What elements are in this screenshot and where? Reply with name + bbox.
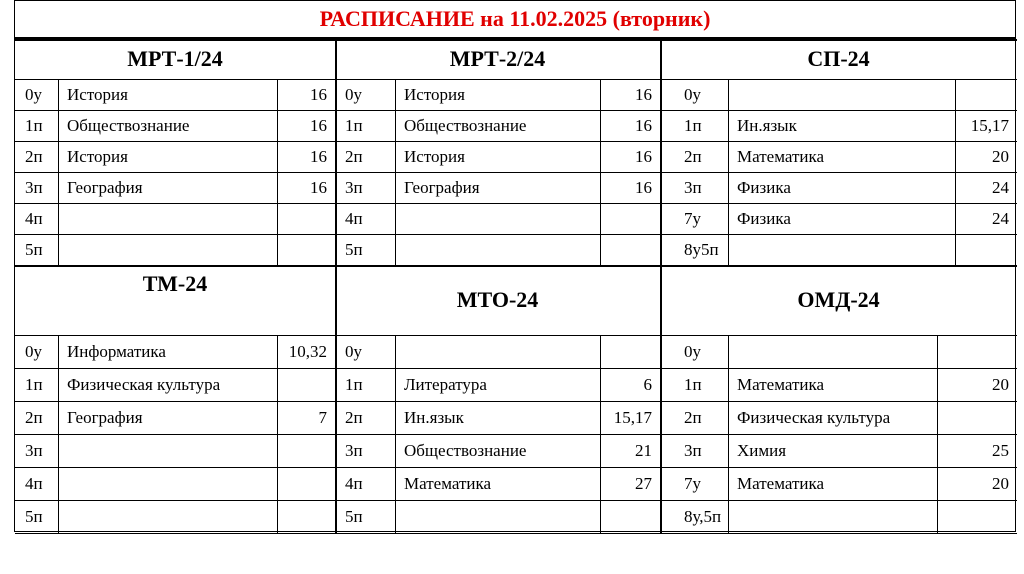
subject-name: География [404,178,480,197]
pair-number: 1п [684,375,702,394]
grid-line [600,434,601,467]
grid-line [335,141,660,142]
grid-line [600,79,601,110]
grid-line [728,434,729,467]
grid-line [277,368,278,401]
subject-name: Математика [404,474,492,493]
grid-line [335,39,337,265]
subject-name: Физика [737,178,791,197]
grid-line [660,234,1017,235]
subject-name: Ин.язык [737,116,797,135]
pair-number: 2п [345,147,363,166]
room-number [937,401,1017,434]
grid-line [335,110,660,111]
grid-line [58,335,59,368]
pair-number: 3п [345,178,363,197]
grid-line [395,401,396,434]
pair-number: 4п [25,474,43,493]
room-number [600,335,660,368]
pair-number: 1п [25,116,43,135]
room-number [955,234,1017,265]
grid-line [58,434,59,467]
room-number: 27 [635,474,652,493]
grid-line [600,368,601,401]
grid-line [277,434,278,467]
pair-number: 0у [684,342,701,361]
grid-line [58,368,59,401]
subject-name [58,234,277,265]
grid-line [660,401,1017,402]
grid-line [335,79,660,80]
grid-line [728,172,729,203]
grid-line [955,234,956,265]
grid-line [937,401,938,434]
room-number: 16 [635,85,652,104]
pair-number: 0у [684,85,701,104]
grid-line [955,110,956,141]
pair-number: 3п [684,441,702,460]
pair-number: 5п [25,240,43,259]
subject-name: Информатика [67,342,166,361]
pair-number: 0у [345,85,362,104]
pair-number: 2п [345,408,363,427]
grid-line [15,401,335,402]
subject-name: География [67,178,143,197]
room-number [955,79,1017,110]
grid-line [277,467,278,500]
room-number: 20 [992,375,1009,394]
grid-line [335,335,660,336]
grid-line [277,500,278,533]
grid-line [15,110,335,111]
pair-number: 4п [345,209,363,228]
grid-line [15,79,335,80]
grid-line [335,533,660,534]
grid-line [15,265,1017,267]
pair-number: 7у [684,209,701,228]
pair-number: 2п [25,408,43,427]
grid-line [728,401,729,434]
group-header: МРТ-2/24 [449,46,546,71]
grid-line [600,203,601,234]
grid-line [660,265,662,533]
subject-name: Ин.язык [404,408,464,427]
pair-number: 3п [25,441,43,460]
pair-number: 3п [345,441,363,460]
pair-number: 0у [25,342,42,361]
subject-name: География [67,408,143,427]
grid-line [728,141,729,172]
grid-line [15,203,335,204]
room-number: 25 [992,441,1009,460]
pair-number: 5п [345,507,363,526]
grid-line [335,368,660,369]
room-number: 16 [635,178,652,197]
subject-name [728,335,937,368]
pair-number: 1п [345,116,363,135]
subject-name: Математика [737,375,825,394]
pair-number: 1п [345,375,363,394]
grid-line [660,500,1017,501]
room-number [600,234,660,265]
grid-line [15,141,335,142]
room-number: 21 [635,441,652,460]
subject-name [58,203,277,234]
grid-line [955,172,956,203]
subject-name: Физическая культура [737,408,891,427]
pair-number: 2п [25,147,43,166]
subject-name [395,203,600,234]
pair-number: 1п [684,116,702,135]
schedule-title: РАСПИСАНИЕ на 11.02.2025 (вторник) [15,1,1015,39]
grid-line [937,434,938,467]
grid-line [660,203,1017,204]
subject-name [728,234,955,265]
subject-name: Физическая культура [67,375,221,394]
pair-number: 3п [684,178,702,197]
grid-line [277,172,278,203]
room-number [277,467,335,500]
room-number [277,368,335,401]
grid-line [395,203,396,234]
subject-name [58,467,277,500]
grid-line [728,234,729,265]
grid-line [335,500,660,501]
grid-line [395,79,396,110]
pair-number: 1п [25,375,43,394]
grid-line [335,203,660,204]
grid-line [58,234,59,265]
group-header: МРТ-1/24 [127,46,223,71]
grid-line [937,467,938,500]
grid-line [660,335,1017,336]
grid-line [15,172,335,173]
grid-line [395,172,396,203]
grid-line [600,335,601,368]
subject-name: Обществознание [404,441,527,460]
pair-number: 8у5п [684,240,719,259]
grid-line [277,79,278,110]
grid-line [600,141,601,172]
grid-line [600,172,601,203]
grid-line [937,368,938,401]
subject-name: История [67,147,128,166]
room-number [600,203,660,234]
pair-number: 0у [345,342,362,361]
subject-name: Литература [404,375,487,394]
grid-line [955,79,956,110]
grid-line [600,401,601,434]
grid-line [277,335,278,368]
grid-line [15,500,335,501]
grid-line [15,335,335,336]
group-header: ТМ-24 [142,271,208,296]
grid-line [395,141,396,172]
room-number [277,434,335,467]
grid-line [15,533,335,534]
room-number: 20 [992,147,1009,166]
room-number: 16 [310,178,327,197]
subject-name [395,335,600,368]
room-number: 16 [310,116,327,135]
group-header: СП-24 [807,46,870,71]
grid-line [58,172,59,203]
room-number: 16 [310,147,327,166]
room-number [277,500,335,533]
room-number: 24 [992,209,1009,228]
grid-line [335,434,660,435]
grid-line [660,533,1017,534]
grid-line [728,203,729,234]
pair-number: 3п [25,178,43,197]
grid-line [660,172,1017,173]
pair-number: 4п [25,209,43,228]
grid-line [15,467,335,468]
grid-line [58,401,59,434]
group-header: МТО-24 [456,287,539,312]
pair-number: 2п [684,147,702,166]
grid-line [15,434,335,435]
grid-line [955,203,956,234]
grid-line [15,234,335,235]
grid-line [660,141,1017,142]
grid-line [277,234,278,265]
room-number: 15,17 [970,116,1009,135]
pair-number: 0у [25,85,42,104]
grid-line [15,39,1017,41]
room-number: 16 [635,147,652,166]
grid-line [395,110,396,141]
subject-name [58,434,277,467]
room-number: 20 [992,474,1009,493]
grid-line [335,265,337,533]
subject-name [728,79,955,110]
grid-line [660,368,1017,369]
pair-number: 4п [345,474,363,493]
grid-line [728,335,729,368]
grid-line [15,368,335,369]
pair-number: 8у,5п [684,507,722,526]
grid-line [937,335,938,368]
grid-line [660,39,662,265]
grid-line [660,434,1017,435]
grid-line [58,467,59,500]
grid-line [728,500,729,533]
room-number: 16 [310,85,327,104]
room-number [937,335,1017,368]
pair-number: 5п [345,240,363,259]
room-number: 16 [635,116,652,135]
grid-line [277,203,278,234]
subject-name: Математика [737,147,825,166]
subject-name [58,500,277,533]
grid-line [728,467,729,500]
grid-line [395,335,396,368]
grid-line [58,500,59,533]
subject-name: Физика [737,209,791,228]
room-number [937,500,1017,533]
grid-line [728,79,729,110]
pair-number: 7у [684,474,701,493]
grid-line [277,401,278,434]
grid-line [395,234,396,265]
grid-line [277,141,278,172]
subject-name [395,234,600,265]
grid-line [335,467,660,468]
grid-line [58,79,59,110]
grid-line [335,401,660,402]
grid-line [660,467,1017,468]
subject-name: Химия [737,441,787,460]
grid-line [728,110,729,141]
room-number: 10,32 [288,342,327,361]
pair-number: 2п [684,408,702,427]
subject-name: Математика [737,474,825,493]
group-header: ОМД-24 [797,287,880,312]
grid-line [600,467,601,500]
grid-line [58,141,59,172]
grid-line [600,500,601,533]
grid-line [58,203,59,234]
subject-name: История [404,147,465,166]
grid-line [728,368,729,401]
grid-line [395,467,396,500]
grid-line [277,110,278,141]
room-number: 15,17 [613,408,652,427]
grid-line [58,110,59,141]
grid-line [335,234,660,235]
subject-name: История [67,85,128,104]
room-number: 7 [318,408,327,427]
grid-line [955,141,956,172]
room-number: 6 [643,375,652,394]
subject-name: История [404,85,465,104]
grid-line [600,234,601,265]
room-number [277,203,335,234]
subject-name [728,500,937,533]
grid-line [335,172,660,173]
grid-line [660,79,1017,80]
subject-name: Обществознание [67,116,190,135]
grid-line [395,368,396,401]
grid-line [660,110,1017,111]
grid-line [937,500,938,533]
subject-name [395,500,600,533]
room-number: 24 [992,178,1009,197]
grid-line [395,434,396,467]
subject-name: Обществознание [404,116,527,135]
schedule-sheet [14,0,1016,532]
grid-line [395,500,396,533]
pair-number: 5п [25,507,43,526]
grid-line [600,110,601,141]
room-number [277,234,335,265]
room-number [600,500,660,533]
